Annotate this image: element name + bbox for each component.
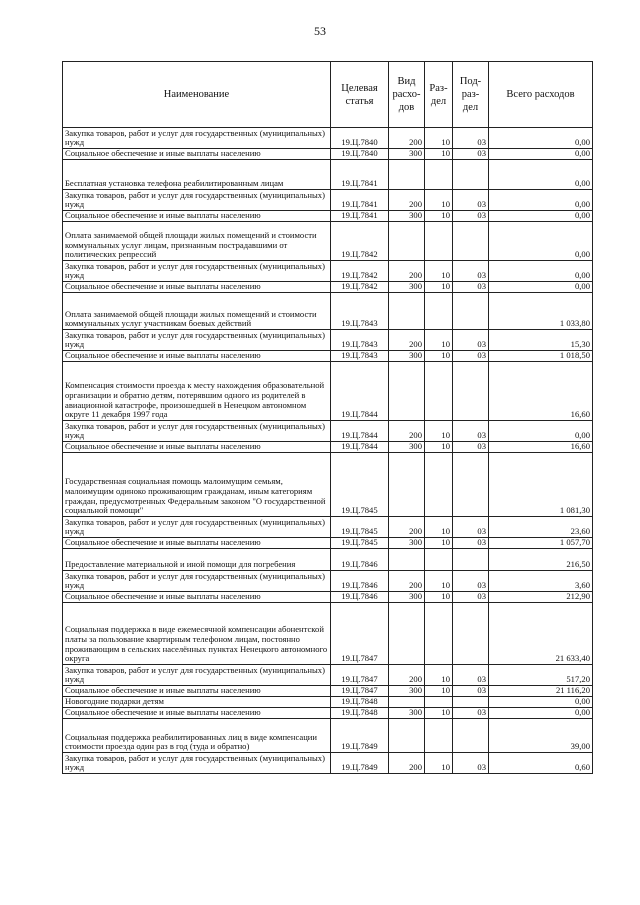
- table-row: [63, 708, 593, 719]
- cell-section: 10: [425, 190, 453, 211]
- cell-section: 10: [425, 442, 453, 453]
- cell-expense-type: [389, 697, 425, 708]
- cell-subsection: [453, 293, 489, 330]
- cell-subsection: 03: [453, 442, 489, 453]
- budget-table: [62, 61, 593, 774]
- cell-subsection: 03: [453, 538, 489, 549]
- cell-name: Социальное обеспечение и иные выплаты населению: [63, 442, 331, 453]
- cell-subsection: [453, 453, 489, 517]
- cell-target-article: 19.Ц.7845: [331, 517, 389, 538]
- table-row: [63, 293, 593, 330]
- cell-total: 212,90: [489, 592, 593, 603]
- cell-target-article: 19.Ц.7847: [331, 686, 389, 697]
- cell-subsection: 03: [453, 686, 489, 697]
- header-section: Раз- дел: [425, 62, 453, 128]
- cell-section: 10: [425, 330, 453, 351]
- table-row: [63, 160, 593, 190]
- cell-expense-type: 200: [389, 421, 425, 442]
- cell-subsection: 03: [453, 211, 489, 222]
- cell-subsection: [453, 362, 489, 421]
- cell-expense-type: 300: [389, 442, 425, 453]
- cell-section: 10: [425, 261, 453, 282]
- cell-subsection: [453, 719, 489, 753]
- cell-section: 10: [425, 753, 453, 774]
- cell-name: Оплата занимаемой общей площади жилых помещений и стоимости коммунальных услуг участникам боевых действий: [63, 293, 331, 330]
- table-row: [63, 222, 593, 261]
- cell-target-article: 19.Ц.7841: [331, 211, 389, 222]
- cell-section: 10: [425, 149, 453, 160]
- cell-name: Социальное обеспечение и иные выплаты населению: [63, 149, 331, 160]
- cell-name: Оплата занимаемой общей площади жилых помещений и стоимости коммунальных услуг лицам, признанным пострадавшими от политических репрессий: [63, 222, 331, 261]
- cell-total: 216,50: [489, 549, 593, 571]
- cell-subsection: 03: [453, 128, 489, 149]
- cell-name: Социальная поддержка в виде ежемесячной компенсации абонентской платы за пользование квартирным телефоном лицам, постоянно проживающим в сельских населённых пунктах Ненецкого автономного округа: [63, 603, 331, 665]
- cell-target-article: 19.Ц.7846: [331, 571, 389, 592]
- cell-target-article: 19.Ц.7842: [331, 222, 389, 261]
- cell-expense-type: 300: [389, 351, 425, 362]
- cell-total: 0,00: [489, 160, 593, 190]
- cell-expense-type: [389, 293, 425, 330]
- cell-subsection: [453, 603, 489, 665]
- cell-total: 23,60: [489, 517, 593, 538]
- cell-name: Социальное обеспечение и иные выплаты населению: [63, 211, 331, 222]
- table-row: [63, 686, 593, 697]
- cell-expense-type: 300: [389, 149, 425, 160]
- cell-target-article: 19.Ц.7842: [331, 261, 389, 282]
- cell-expense-type: 200: [389, 517, 425, 538]
- cell-total: 16,60: [489, 362, 593, 421]
- table-row: [63, 421, 593, 442]
- cell-section: 10: [425, 128, 453, 149]
- cell-expense-type: 200: [389, 665, 425, 686]
- cell-subsection: 03: [453, 753, 489, 774]
- cell-total: 0,00: [489, 190, 593, 211]
- cell-target-article: 19.Ц.7841: [331, 190, 389, 211]
- cell-total: 3,60: [489, 571, 593, 592]
- cell-total: 16,60: [489, 442, 593, 453]
- cell-expense-type: 300: [389, 686, 425, 697]
- cell-total: 21 633,40: [489, 603, 593, 665]
- cell-section: 10: [425, 538, 453, 549]
- cell-name: Социальное обеспечение и иные выплаты населению: [63, 538, 331, 549]
- cell-subsection: 03: [453, 517, 489, 538]
- cell-subsection: 03: [453, 149, 489, 160]
- cell-total: 39,00: [489, 719, 593, 753]
- table-row: [63, 571, 593, 592]
- cell-subsection: [453, 549, 489, 571]
- cell-target-article: 19.Ц.7848: [331, 697, 389, 708]
- cell-section: 10: [425, 665, 453, 686]
- cell-expense-type: 200: [389, 190, 425, 211]
- cell-total: 15,30: [489, 330, 593, 351]
- cell-total: 1 057,70: [489, 538, 593, 549]
- cell-section: [425, 362, 453, 421]
- cell-section: 10: [425, 592, 453, 603]
- cell-section: 10: [425, 421, 453, 442]
- cell-total: 0,00: [489, 421, 593, 442]
- table-row: [63, 261, 593, 282]
- cell-section: 10: [425, 517, 453, 538]
- cell-subsection: 03: [453, 665, 489, 686]
- cell-name: Бесплатная установка телефона реабилитированным лицам: [63, 160, 331, 190]
- cell-expense-type: 200: [389, 753, 425, 774]
- cell-target-article: 19.Ц.7845: [331, 538, 389, 549]
- cell-section: 10: [425, 571, 453, 592]
- cell-section: [425, 719, 453, 753]
- cell-name: Закупка товаров, работ и услуг для государственных (муниципальных) нужд: [63, 128, 331, 149]
- cell-section: [425, 603, 453, 665]
- cell-subsection: 03: [453, 708, 489, 719]
- cell-target-article: 19.Ц.7842: [331, 282, 389, 293]
- table-row: [63, 719, 593, 753]
- cell-section: 10: [425, 686, 453, 697]
- cell-total: 0,00: [489, 282, 593, 293]
- cell-name: Закупка товаров, работ и услуг для государственных (муниципальных) нужд: [63, 517, 331, 538]
- table-row: [63, 330, 593, 351]
- cell-expense-type: [389, 222, 425, 261]
- cell-name: Закупка товаров, работ и услуг для государственных (муниципальных) нужд: [63, 190, 331, 211]
- table-row: [63, 697, 593, 708]
- table-row: [63, 128, 593, 149]
- cell-target-article: 19.Ц.7845: [331, 453, 389, 517]
- cell-subsection: [453, 160, 489, 190]
- cell-target-article: 19.Ц.7847: [331, 603, 389, 665]
- table-row: [63, 362, 593, 421]
- cell-total: 1 018,50: [489, 351, 593, 362]
- cell-total: 1 033,80: [489, 293, 593, 330]
- cell-total: 0,00: [489, 211, 593, 222]
- cell-name: Предоставление материальной и иной помощи для погребения: [63, 549, 331, 571]
- cell-total: 0,60: [489, 753, 593, 774]
- cell-total: 0,00: [489, 261, 593, 282]
- header-expense-type: Вид расхо- дов: [389, 62, 425, 128]
- cell-target-article: 19.Ц.7849: [331, 719, 389, 753]
- cell-total: 0,00: [489, 697, 593, 708]
- cell-subsection: 03: [453, 571, 489, 592]
- table-row: [63, 753, 593, 774]
- cell-subsection: 03: [453, 261, 489, 282]
- cell-target-article: 19.Ц.7849: [331, 753, 389, 774]
- table-row: [63, 351, 593, 362]
- table-row: [63, 211, 593, 222]
- cell-expense-type: 300: [389, 282, 425, 293]
- cell-expense-type: [389, 453, 425, 517]
- cell-name: Закупка товаров, работ и услуг для государственных (муниципальных) нужд: [63, 571, 331, 592]
- cell-name: Социальное обеспечение и иные выплаты населению: [63, 592, 331, 603]
- cell-subsection: [453, 697, 489, 708]
- cell-expense-type: [389, 719, 425, 753]
- cell-expense-type: 300: [389, 538, 425, 549]
- cell-expense-type: [389, 160, 425, 190]
- cell-target-article: 19.Ц.7840: [331, 149, 389, 160]
- table-row: [63, 549, 593, 571]
- cell-section: [425, 293, 453, 330]
- cell-name: Социальная поддержка реабилитированных лиц в виде компенсации стоимости проезда один раз в год (туда и обратно): [63, 719, 331, 753]
- table-row: [63, 592, 593, 603]
- cell-expense-type: [389, 362, 425, 421]
- cell-name: Закупка товаров, работ и услуг для государственных (муниципальных) нужд: [63, 261, 331, 282]
- page-number: 53: [314, 24, 326, 38]
- cell-expense-type: 300: [389, 211, 425, 222]
- cell-expense-type: 300: [389, 592, 425, 603]
- table-row: [63, 149, 593, 160]
- cell-name: Закупка товаров, работ и услуг для государственных (муниципальных) нужд: [63, 330, 331, 351]
- cell-section: [425, 549, 453, 571]
- cell-subsection: 03: [453, 421, 489, 442]
- cell-expense-type: 200: [389, 128, 425, 149]
- cell-subsection: 03: [453, 282, 489, 293]
- cell-section: 10: [425, 708, 453, 719]
- cell-total: 0,00: [489, 149, 593, 160]
- cell-name: Социальное обеспечение и иные выплаты населению: [63, 686, 331, 697]
- cell-expense-type: [389, 603, 425, 665]
- cell-name: Социальное обеспечение и иные выплаты населению: [63, 282, 331, 293]
- cell-name: Социальное обеспечение и иные выплаты населению: [63, 708, 331, 719]
- cell-section: 10: [425, 351, 453, 362]
- cell-target-article: 19.Ц.7843: [331, 351, 389, 362]
- table-body: [63, 128, 593, 774]
- cell-total: 0,00: [489, 128, 593, 149]
- header-row: [63, 62, 593, 128]
- cell-name: Социальное обеспечение и иные выплаты населению: [63, 351, 331, 362]
- cell-name: Закупка товаров, работ и услуг для государственных (муниципальных) нужд: [63, 665, 331, 686]
- cell-target-article: 19.Ц.7843: [331, 293, 389, 330]
- cell-subsection: [453, 222, 489, 261]
- header-name: Наименование: [63, 62, 331, 128]
- header-total: Всего расходов: [489, 62, 593, 128]
- cell-name: Государственная социальная помощь малоимущим семьям, малоимущим одиноко проживающим гражданам, иным категориям граждан, предусмотренных Федеральным законом "О государственной социальной помощи": [63, 453, 331, 517]
- cell-section: [425, 453, 453, 517]
- cell-expense-type: [389, 549, 425, 571]
- cell-section: 10: [425, 211, 453, 222]
- header-subsection: Под- раз- дел: [453, 62, 489, 128]
- cell-expense-type: 200: [389, 330, 425, 351]
- cell-target-article: 19.Ц.7848: [331, 708, 389, 719]
- cell-name: Компенсация стоимости проезда к месту нахождения образовательной организации и обратно детям, потерявшим одного из родителей в авиационной катастрофе, произошедшей в Ненецком автономном округе 11 декабря 1997 года: [63, 362, 331, 421]
- cell-target-article: 19.Ц.7844: [331, 421, 389, 442]
- table-row: [63, 442, 593, 453]
- table-row: [63, 282, 593, 293]
- cell-section: [425, 222, 453, 261]
- cell-subsection: 03: [453, 330, 489, 351]
- cell-target-article: 19.Ц.7843: [331, 330, 389, 351]
- cell-name: Закупка товаров, работ и услуг для государственных (муниципальных) нужд: [63, 753, 331, 774]
- table-row: [63, 665, 593, 686]
- table-row: [63, 517, 593, 538]
- table-row: [63, 603, 593, 665]
- cell-subsection: 03: [453, 190, 489, 211]
- table-row: [63, 190, 593, 211]
- cell-target-article: 19.Ц.7844: [331, 362, 389, 421]
- cell-section: 10: [425, 282, 453, 293]
- cell-total: 517,20: [489, 665, 593, 686]
- cell-expense-type: 300: [389, 708, 425, 719]
- cell-total: 0,00: [489, 708, 593, 719]
- cell-expense-type: 200: [389, 261, 425, 282]
- cell-target-article: 19.Ц.7844: [331, 442, 389, 453]
- table-row: [63, 453, 593, 517]
- cell-section: [425, 160, 453, 190]
- cell-target-article: 19.Ц.7847: [331, 665, 389, 686]
- header-target-article: Целевая статья: [331, 62, 389, 128]
- table-row: [63, 538, 593, 549]
- cell-section: [425, 697, 453, 708]
- cell-target-article: 19.Ц.7840: [331, 128, 389, 149]
- cell-target-article: 19.Ц.7841: [331, 160, 389, 190]
- cell-subsection: 03: [453, 351, 489, 362]
- cell-total: 0,00: [489, 222, 593, 261]
- cell-expense-type: 200: [389, 571, 425, 592]
- cell-target-article: 19.Ц.7846: [331, 549, 389, 571]
- cell-subsection: 03: [453, 592, 489, 603]
- cell-target-article: 19.Ц.7846: [331, 592, 389, 603]
- cell-name: Закупка товаров, работ и услуг для государственных (муниципальных) нужд: [63, 421, 331, 442]
- cell-name: Новогодние подарки детям: [63, 697, 331, 708]
- cell-total: 1 081,30: [489, 453, 593, 517]
- cell-total: 21 116,20: [489, 686, 593, 697]
